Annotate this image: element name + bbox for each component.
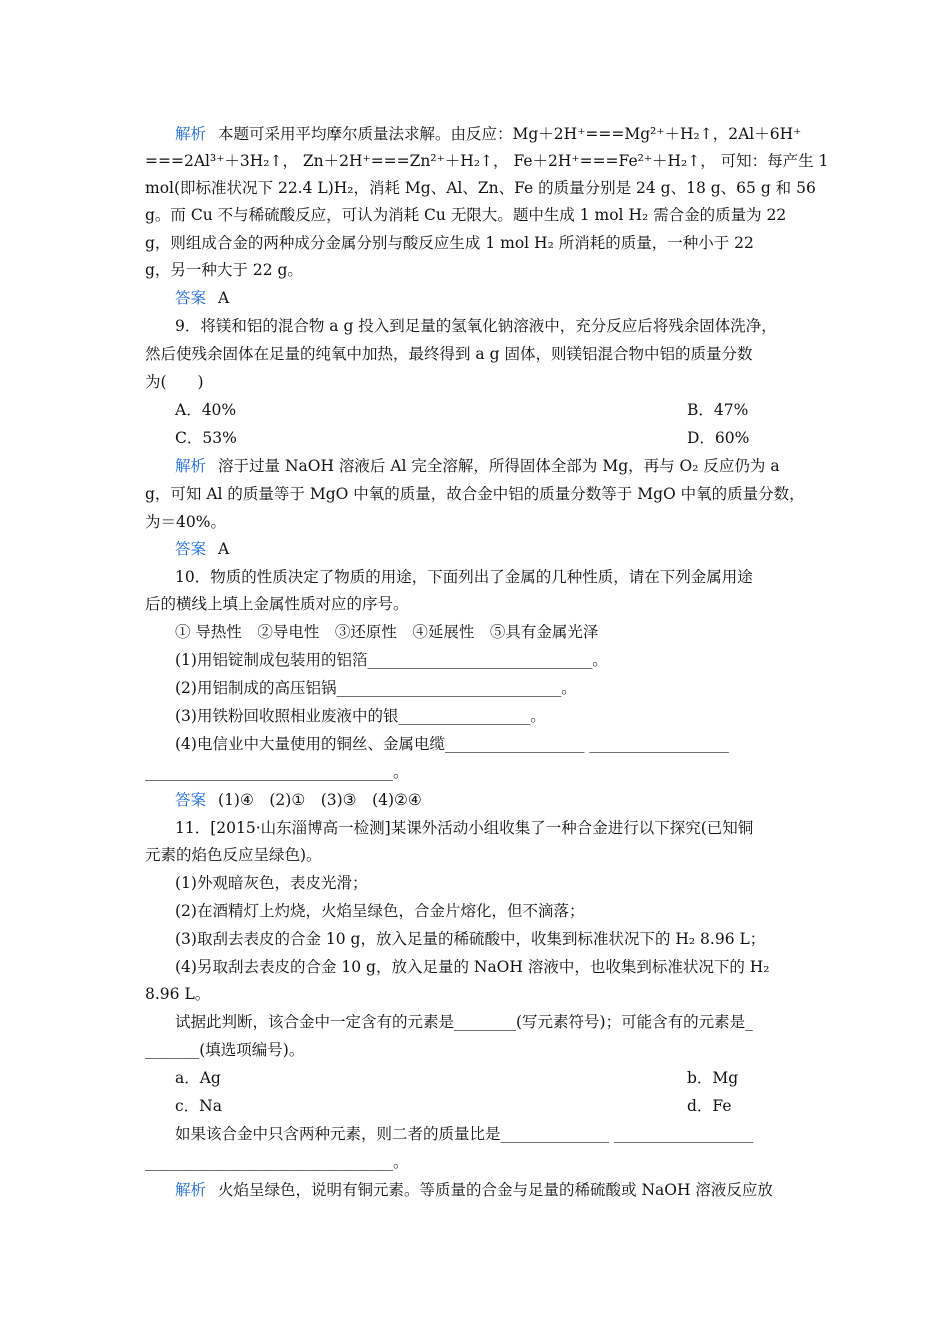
question-11-line-2: 元素的焰色反应呈绿色)。 bbox=[145, 846, 322, 864]
option-c: c．Na bbox=[175, 1097, 222, 1115]
solution-text: 溶于过量 NaOH 溶液后 Al 完全溶解，所得固体全部为 Mg，再与 O₂ 反应仍为 a bbox=[218, 457, 780, 475]
question-10-line-2: 后的横线上填上金属性质对应的序号。 bbox=[145, 595, 409, 613]
answer-value: A bbox=[218, 289, 230, 307]
question-9-line-3: 为( ) bbox=[145, 373, 204, 391]
answer-label: 答案 bbox=[175, 540, 207, 558]
solution-label: 解析 bbox=[175, 457, 207, 475]
question-9-options-row-1 bbox=[175, 400, 843, 420]
solution-9-line-3: 为＝40%。 bbox=[145, 513, 226, 531]
question-11-judge-line-2: _______(填选项编号)。 bbox=[145, 1041, 305, 1059]
answer-8 bbox=[175, 288, 843, 308]
question-11-options-row-2 bbox=[175, 1096, 843, 1116]
option-b: b．Mg bbox=[687, 1069, 739, 1087]
solution-8-line-2: ===2Al³⁺＋3H₂↑， Zn＋2H⁺===Zn²⁺＋H₂↑， Fe＋2H⁺===Fe²⁺＋H₂↑， 可知：每产生 1 bbox=[145, 152, 829, 170]
solution-9-line-2: g，可知 Al 的质量等于 MgO 中氧的质量，故合金中铝的质量分数等于 MgO 中氧的质量分数， bbox=[145, 485, 805, 503]
question-10-item-1: (1)用铝锭制成包装用的铝箔_____________________________。 bbox=[175, 651, 608, 669]
solution-text: 本题可采用平均摩尔质量法求解。由反应：Mg＋2H⁺===Mg²⁺＋H₂↑，2Al＋6H⁺ bbox=[218, 125, 802, 143]
question-9-options-row-2 bbox=[175, 428, 843, 448]
answer-9 bbox=[175, 539, 843, 559]
question-10-item-3: (3)用铁粉回收照相业废液中的银_________________。 bbox=[175, 707, 546, 725]
question-11-step-1: (1)外观暗灰色，表皮光滑； bbox=[175, 874, 368, 892]
solution-8-line-5: g，则组成合金的两种成分金属分别与酸反应生成 1 mol H₂ 所消耗的质量，一种小于 22 bbox=[145, 234, 754, 252]
question-11-line-1: 11．[2015·山东淄博高一检测]某课外活动小组收集了一种合金进行以下探究(已知铜 bbox=[175, 819, 754, 837]
question-11-step-3: (3)取刮去表皮的合金 10 g，放入足量的稀硫酸中，收集到标准状况下的 H₂ 8.96 L； bbox=[175, 930, 766, 948]
solution-label: 解析 bbox=[175, 1181, 207, 1199]
solution-8-line-3: mol(即标准状况下 22.4 L)H₂，消耗 Mg、Al、Zn、Fe 的质量分别是 24 g、18 g、65 g 和 56 bbox=[145, 179, 816, 197]
question-11-step-4: (4)另取刮去表皮的合金 10 g，放入足量的 NaOH 溶液中，也收集到标准状况下的 H₂ bbox=[175, 958, 770, 976]
solution-11-line-1 bbox=[175, 1180, 843, 1200]
answer-10 bbox=[175, 790, 843, 810]
answer-value: (1)④ (2)① (3)③ (4)②④ bbox=[218, 791, 422, 809]
option-d: D．60% bbox=[687, 429, 750, 447]
solution-8-line-4: g。而 Cu 不与稀硫酸反应，可认为消耗 Cu 无限大。题中生成 1 mol H₂ 需合金的质量为 22 bbox=[145, 206, 787, 224]
answer-value: A bbox=[218, 540, 230, 558]
solution-text: 火焰呈绿色，说明有铜元素。等质量的合金与足量的稀硫酸或 NaOH 溶液反应放 bbox=[218, 1181, 773, 1199]
solution-label: 解析 bbox=[175, 125, 207, 143]
question-10-item-4: (4)电信业中大量使用的铜丝、金属电缆__________________ __________________ bbox=[175, 735, 729, 753]
question-9-line-2: 然后使残余固体在足量的纯氧中加热，最终得到 a g 固体，则镁铝混合物中铝的质量分数 bbox=[145, 345, 753, 363]
question-11-options-row-1 bbox=[175, 1068, 843, 1088]
question-10-line-1: 10．物质的性质决定了物质的用途，下面列出了金属的几种性质，请在下列金属用途 bbox=[175, 568, 753, 586]
question-10-item-2: (2)用铝制成的高压铝锅_____________________________。 bbox=[175, 679, 577, 697]
option-d: d．Fe bbox=[687, 1097, 732, 1115]
solution-8-line-6: g，另一种大于 22 g。 bbox=[145, 261, 303, 279]
option-a: A．40% bbox=[175, 401, 237, 419]
question-11-mass-ratio: 如果该合金中只含两种元素，则二者的质量比是______________ __________________ bbox=[175, 1125, 754, 1143]
question-10-properties: ① 导热性 ②导电性 ③还原性 ④延展性 ⑤具有金属光泽 bbox=[175, 623, 599, 641]
answer-label: 答案 bbox=[175, 791, 207, 809]
solution-8-line-1 bbox=[175, 124, 843, 144]
question-10-item-4-cont: ________________________________。 bbox=[145, 763, 409, 781]
question-11-judge-line-1: 试据此判断，该合金中一定含有的元素是________(写元素符号)；可能含有的元素是_ bbox=[175, 1013, 753, 1031]
option-a: a．Ag bbox=[175, 1069, 221, 1087]
question-9-line-1: 9．将镁和铝的混合物 a g 投入到足量的氢氧化钠溶液中，充分反应后将残余固体洗净， bbox=[175, 317, 777, 335]
option-c: C．53% bbox=[175, 429, 237, 447]
solution-9-line-1 bbox=[175, 456, 843, 476]
answer-label: 答案 bbox=[175, 289, 207, 307]
question-11-mass-ratio-cont: ________________________________。 bbox=[145, 1153, 409, 1171]
question-11-step-4-cont: 8.96 L。 bbox=[145, 985, 211, 1003]
question-11-step-2: (2)在酒精灯上灼烧，火焰呈绿色，合金片熔化，但不滴落； bbox=[175, 902, 585, 920]
option-b: B．47% bbox=[687, 401, 749, 419]
